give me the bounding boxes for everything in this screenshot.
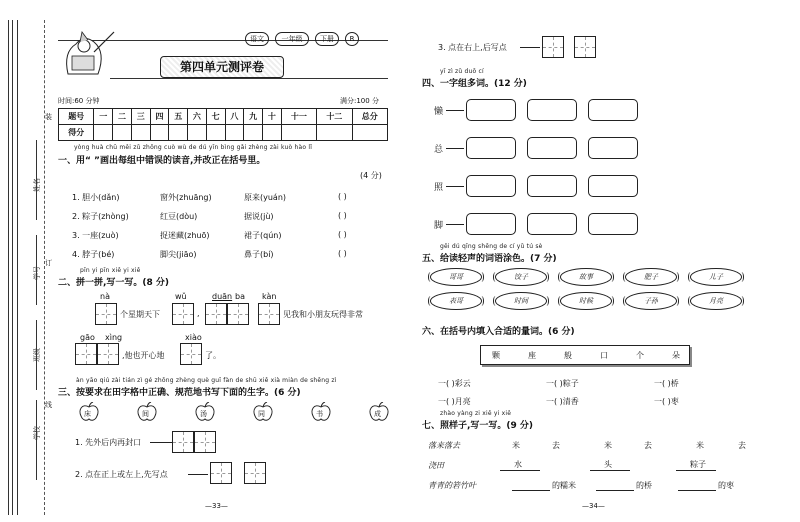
header-bottom-line: [110, 78, 388, 79]
q1-word: 脚尖(jiāo): [160, 250, 197, 259]
q2-text2: ,: [197, 309, 200, 318]
q7-char: 米: [604, 441, 612, 450]
q4-answer-box[interactable]: [466, 99, 516, 121]
tag-subject: 语文: [245, 32, 269, 46]
q7-blank-line[interactable]: [596, 490, 634, 491]
q2-tian-ba[interactable]: [227, 303, 249, 325]
side-label-name: 姓名: [33, 178, 41, 192]
q4-dash: [446, 224, 464, 225]
q5-word-oval[interactable]: 时候: [560, 292, 612, 310]
left-page-number: —33—: [205, 502, 228, 510]
q1-word: 裙子(qún): [244, 231, 282, 240]
side-label-school: 学校: [33, 426, 41, 440]
score-col-header: 四: [150, 109, 169, 125]
mascot-illustration: [58, 22, 118, 80]
score-col-header: 十二: [317, 109, 352, 125]
id-line: [36, 235, 37, 305]
score-row-label: 得分: [59, 125, 94, 141]
q1-answer-paren[interactable]: ( ): [338, 249, 347, 258]
q3-char: 书: [316, 410, 323, 418]
q6-bank-word: 般: [564, 351, 572, 360]
q1-pinyin: yòng huà chū měi zǔ zhōng cuò wù de dú yīn bìng gǎi zhèng zài kuò hào lǐ: [74, 144, 313, 151]
q7-char: 去: [738, 441, 746, 450]
q1-answer-paren[interactable]: ( ): [338, 230, 347, 239]
q6-bank-word: 座: [528, 351, 536, 360]
name-line: [36, 140, 37, 220]
q2-py-xiao: xiào: [185, 333, 202, 342]
school-line: [36, 400, 37, 480]
q6-measure-item[interactable]: 一( )清香: [546, 397, 579, 406]
q3-tian-2b[interactable]: [244, 462, 266, 484]
q4-answer-box[interactable]: [588, 213, 638, 235]
q4-answer-box[interactable]: [588, 175, 638, 197]
q4-dash: [446, 110, 464, 111]
q1-word: 原来(yuán): [244, 193, 287, 202]
q5-pinyin: gěi dú qīng shēng de cí yǔ tú sè: [440, 243, 543, 250]
q4-dash: [446, 186, 464, 187]
binding-border-outer: [8, 20, 9, 515]
q1-word: 捉迷藏(zhuō): [160, 231, 210, 240]
q1-title: 一、用“ ”画出每组中错误的读音,并改正在括号里。: [58, 156, 266, 166]
q3-tian-1b[interactable]: [194, 431, 216, 453]
q3-line1: 1. 先外后内再封口: [75, 438, 142, 447]
q7-row1-label: 落来落去: [428, 441, 460, 450]
q2-text3: 见我和小朋友玩得非常: [283, 310, 363, 319]
time-label: 时间:60 分钟: [58, 97, 100, 105]
q5-title: 五、给读轻声的词语涂色。(7 分): [422, 254, 557, 264]
class-line: [36, 320, 37, 390]
q4-answer-box[interactable]: [527, 99, 577, 121]
q4-answer-box[interactable]: [527, 137, 577, 159]
q1-word: 1. 胆小(dǎn): [72, 193, 120, 202]
q5-word-oval[interactable]: 子孙: [625, 292, 677, 310]
score-col-header: 一: [94, 109, 113, 125]
tag-term: 下册: [315, 32, 339, 46]
q1-score: (4 分): [360, 171, 382, 180]
q7-char: 米: [696, 441, 704, 450]
q2-tian-wu[interactable]: [172, 303, 194, 325]
q2-py-xing: xìng: [105, 333, 123, 342]
q7-blank-line[interactable]: [500, 470, 540, 471]
line-mark: 线: [45, 401, 52, 409]
q5-word-oval[interactable]: 饺子: [495, 268, 547, 286]
score-col-header: 八: [225, 109, 244, 125]
q2-tian-kan[interactable]: [258, 303, 280, 325]
score-cell[interactable]: [206, 125, 225, 141]
bind-mark: 订: [45, 259, 52, 267]
q4-answer-box[interactable]: [466, 175, 516, 197]
q4-answer-box[interactable]: [527, 213, 577, 235]
q7-word: 的枣: [718, 481, 734, 490]
q5-word-oval[interactable]: 时间: [495, 292, 547, 310]
q6-measure-item[interactable]: 一( )桥: [654, 379, 679, 388]
q7-row2-label: 浇田: [428, 461, 444, 470]
q6-measure-item[interactable]: 一( )粽子: [546, 379, 579, 388]
tag-edition: R: [345, 32, 359, 46]
score-table-score-row: [59, 125, 388, 141]
q3-char: 间: [142, 410, 149, 418]
tag-grade: 一年级: [275, 32, 309, 46]
q2-tian-na[interactable]: [95, 303, 117, 325]
q2-tian-xing[interactable]: [97, 343, 119, 365]
q5-word-oval[interactable]: 故事: [560, 268, 612, 286]
q1-word: 红豆(dòu): [160, 212, 198, 221]
q3-line3-dash: [520, 47, 540, 48]
q2-tian-gao[interactable]: [75, 343, 97, 365]
q5-word-oval[interactable]: 哥哥: [430, 268, 482, 286]
q7-char: 去: [644, 441, 652, 450]
q3-line3: 3. 点在右上,后写点: [438, 43, 507, 52]
q2-py-wu: wǔ: [175, 292, 187, 301]
q3-tian-1a[interactable]: [172, 431, 194, 453]
score-cell[interactable]: [169, 125, 188, 141]
score-col-header: 五: [169, 109, 188, 125]
score-cell[interactable]: [225, 125, 244, 141]
score-col-header: 九: [244, 109, 263, 125]
q2-py-ba: ba: [235, 292, 245, 301]
q3-char: 成: [374, 410, 381, 418]
q7-char: 水: [514, 460, 522, 469]
q6-bank-word: 个: [636, 351, 644, 360]
score-cell[interactable]: [317, 125, 352, 141]
q3-char: 汤: [200, 410, 207, 418]
q5-word-oval[interactable]: 表哥: [430, 292, 482, 310]
q3-title: 三、按要求在田字格中正确、规范地书写下面的生字。(6 分): [58, 388, 301, 398]
q6-measure-item[interactable]: 一( )月亮: [438, 397, 471, 406]
q2-py-kan: kàn: [262, 292, 277, 301]
q4-answer-box[interactable]: [527, 175, 577, 197]
score-col-header: 十: [263, 109, 282, 125]
score-cell[interactable]: [263, 125, 282, 141]
q2-text4: ,他也开心地: [122, 351, 165, 360]
q4-answer-box[interactable]: [588, 137, 638, 159]
q1-word: 据说(jù): [244, 212, 274, 221]
score-cell[interactable]: [188, 125, 207, 141]
q7-char: 米: [512, 441, 520, 450]
q3-line1-dash: [150, 442, 172, 443]
q3-tian-3b[interactable]: [574, 36, 596, 58]
q4-char: 脚: [434, 221, 444, 231]
q1-answer-paren[interactable]: ( ): [338, 211, 347, 220]
q7-blank-line[interactable]: [590, 470, 630, 471]
q2-py-duan: duān: [212, 292, 233, 301]
score-cell[interactable]: [352, 125, 387, 141]
score-cell[interactable]: [94, 125, 113, 141]
q4-char: 总: [434, 145, 444, 155]
score-cell[interactable]: [113, 125, 132, 141]
score-table: [58, 108, 388, 141]
q2-py-gao: gāo: [80, 333, 95, 342]
q7-blank-line[interactable]: [512, 490, 550, 491]
q1-word: 鼻子(bí): [244, 250, 274, 259]
q4-char: 照: [434, 183, 444, 193]
page-title: 第四单元测评卷: [179, 60, 264, 74]
q6-measure-item[interactable]: 一( )彩云: [438, 379, 471, 388]
q2-py-na: nà: [100, 292, 110, 301]
score-col-header: 二: [113, 109, 132, 125]
score-cell[interactable]: [244, 125, 263, 141]
q2-pinyin: pīn yi pīn xiě yi xiě: [80, 267, 141, 274]
q5-word-oval[interactable]: 儿子: [690, 268, 742, 286]
q2-title: 二、拼一拼,写一写。(8 分): [58, 278, 170, 288]
q3-char: 床: [84, 410, 91, 418]
score-label: 满分:100 分: [340, 97, 379, 105]
q7-pinyin: zhào yàng zi xiě yi xiě: [440, 410, 512, 417]
q1-word: 3. 一座(zuò): [72, 231, 119, 240]
q4-dash: [446, 148, 464, 149]
q3-line2: 2. 点在正上或左上,先写点: [75, 470, 168, 479]
score-col-header: 三: [131, 109, 150, 125]
q2-text5: 了。: [205, 351, 221, 360]
score-col-header: 总分: [352, 109, 387, 125]
score-cell[interactable]: [131, 125, 150, 141]
score-col-header: 十一: [281, 109, 316, 125]
q3-line2-dash: [188, 474, 208, 475]
q4-answer-box[interactable]: [588, 99, 638, 121]
q7-char: 粽子: [690, 460, 706, 469]
q1-answer-paren[interactable]: ( ): [338, 192, 347, 201]
q4-answer-box[interactable]: [466, 137, 516, 159]
seal-mark: 装: [45, 113, 52, 121]
q7-blank-line[interactable]: [678, 490, 716, 491]
score-col-header: 七: [206, 109, 225, 125]
q7-word: 的糯米: [552, 481, 576, 490]
q1-word: 2. 粽子(zhòng): [72, 212, 129, 221]
q2-tian-duan[interactable]: [205, 303, 227, 325]
q3-char: 同: [258, 410, 265, 418]
right-page-number: —34—: [582, 502, 605, 510]
q3-tian-3a[interactable]: [542, 36, 564, 58]
q2-text1: 个星期天下: [120, 310, 160, 319]
score-table-header-row: [59, 109, 388, 125]
score-cell[interactable]: [281, 125, 316, 141]
q7-blank-line[interactable]: [676, 470, 716, 471]
q7-char: 头: [604, 460, 612, 469]
q5-word-oval[interactable]: 肥子: [625, 268, 677, 286]
q6-bank-word: 颗: [492, 351, 500, 360]
q2-tian-xiao[interactable]: [180, 343, 202, 365]
score-cell[interactable]: [150, 125, 169, 141]
q4-title: 四、一字组多词。(12 分): [422, 79, 527, 89]
q3-tian-2a[interactable]: [210, 462, 232, 484]
side-label-id: 学号: [33, 266, 41, 280]
q7-char: 去: [552, 441, 560, 450]
q4-pinyin: yī zì zǔ duō cí: [440, 68, 484, 75]
q4-answer-box[interactable]: [466, 213, 516, 235]
q6-word-bank: [480, 345, 690, 365]
q7-title: 七、照样子,写一写。(9 分): [422, 421, 534, 431]
q6-bank-word: 口: [600, 351, 608, 360]
q3-pinyin: àn yāo qiú zài tián zì gé zhōng zhèng què guī fàn de shū xiě xià miàn de shēng zì: [76, 377, 337, 384]
score-col-label: 题号: [59, 109, 94, 125]
q7-word: 的桥: [636, 481, 652, 490]
q1-word: 4. 脖子(bé): [72, 250, 115, 259]
binding-border-mid: [12, 20, 13, 515]
side-label-class: 班级: [33, 348, 41, 362]
score-col-header: 六: [188, 109, 207, 125]
binding-border-inner: [17, 20, 18, 515]
q7-row3-label: 青青的箬竹叶: [428, 481, 476, 490]
q6-title: 六、在括号内填入合适的量词。(6 分): [422, 327, 575, 337]
q6-bank-word: 朵: [672, 351, 680, 360]
q4-char: 懒: [434, 107, 444, 117]
q1-word: 窗外(zhuāng): [160, 193, 212, 202]
q6-measure-item[interactable]: 一( )枣: [654, 397, 679, 406]
q5-word-oval[interactable]: 月亮: [690, 292, 742, 310]
